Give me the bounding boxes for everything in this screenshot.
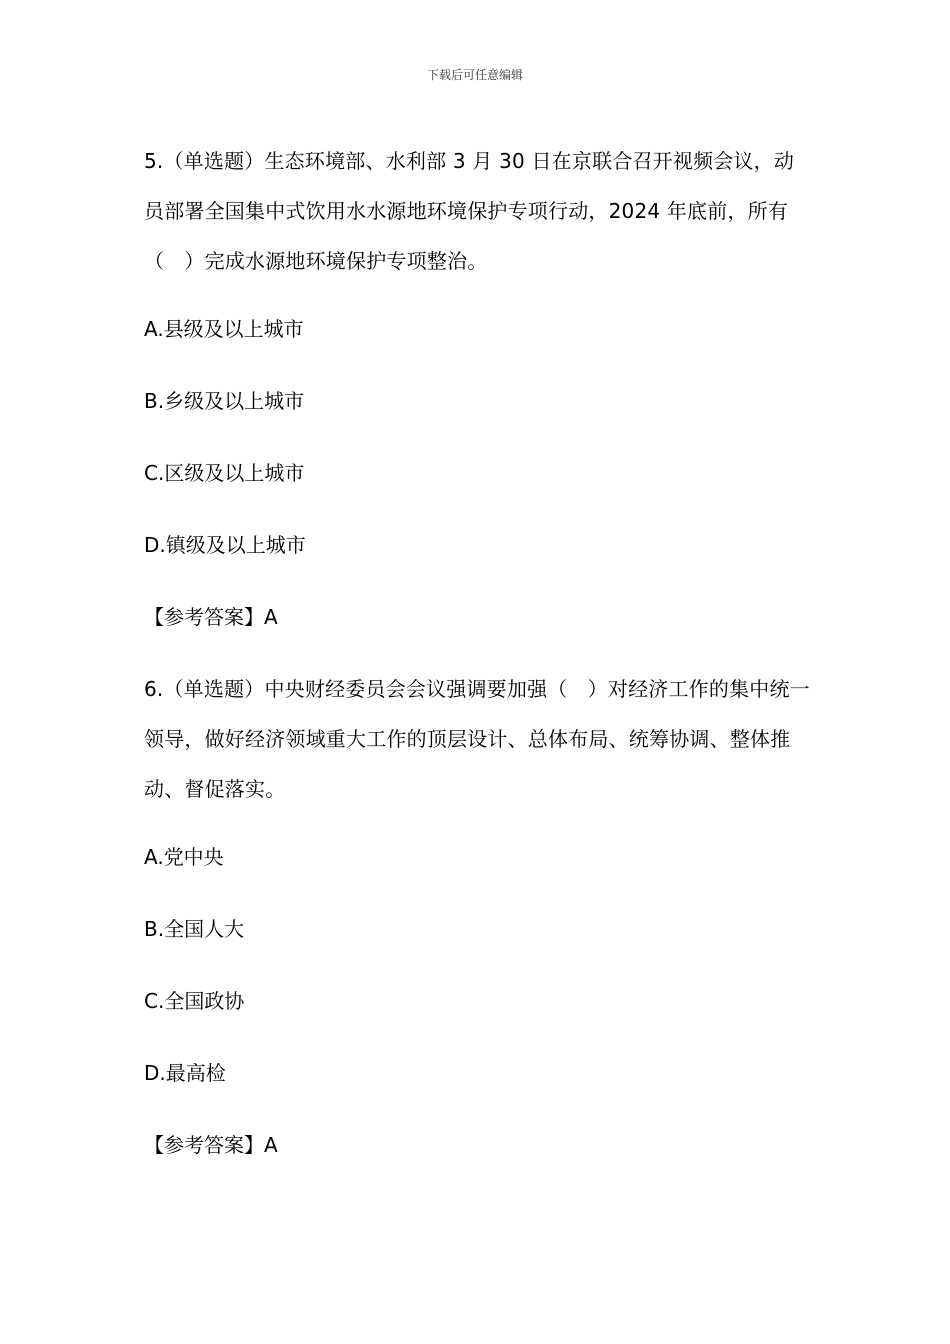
option-b: B.全国人大 (144, 917, 245, 941)
reference-answer: 【参考答案】A (144, 1133, 278, 1157)
option-c: C.区级及以上城市 (144, 461, 305, 485)
question-stem: 6.（单选题）中央财经委员会会议强调要加强（ ）对经济工作的集中统一领导，做好经济领域重大工作的顶层设计、总体布局、统筹协调、整体推动、督促落实。 (144, 677, 810, 801)
option-b: B.乡级及以上城市 (144, 389, 305, 413)
option-a: A.县级及以上城市 (144, 317, 304, 341)
option-d: D.镇级及以上城市 (144, 533, 306, 557)
reference-answer: 【参考答案】A (144, 605, 278, 629)
option-c: C.全国政协 (144, 989, 245, 1013)
document-body (144, 136, 814, 1160)
question-6 (144, 664, 814, 1160)
question-5 (144, 136, 814, 632)
page-header: 下载后可任意编辑 (426, 68, 523, 82)
question-stem: 5.（单选题）生态环境部、水利部 3 月 30 日在京联合召开视频会议，动员部署全国集中式饮用水水源地环境保护专项行动，2024 年底前，所有（ ）完成水源地环境保护专项整治。 (144, 149, 795, 273)
option-d: D.最高检 (144, 1061, 226, 1085)
option-a: A.党中央 (144, 845, 224, 869)
